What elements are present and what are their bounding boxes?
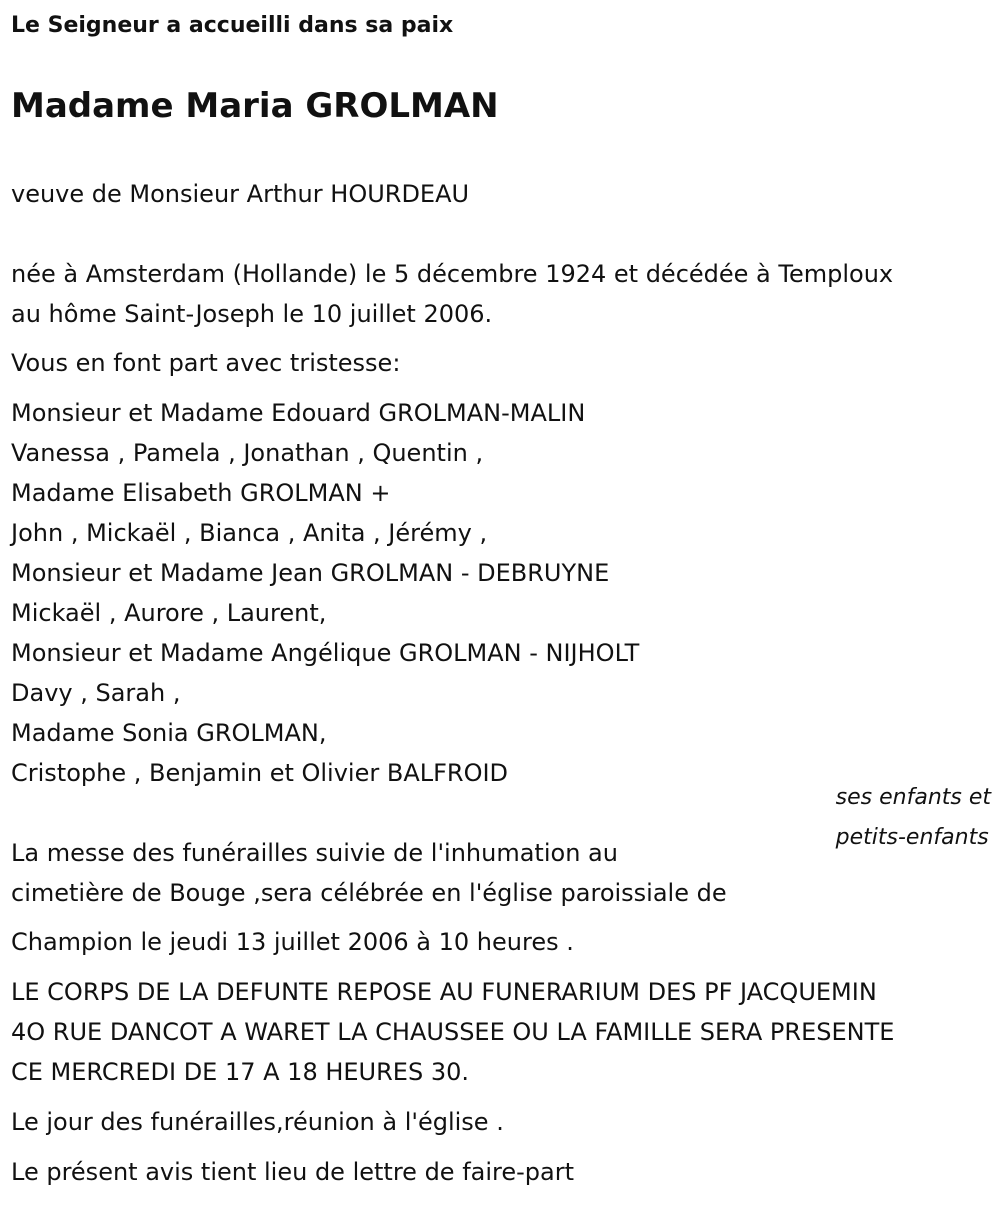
family-relation-note bbox=[836, 778, 991, 858]
intro-heading: Le Seigneur a accueilli dans sa paix bbox=[11, 13, 454, 38]
family-member-line: Monsieur et Madame Jean GROLMAN - DEBRUYNE bbox=[11, 559, 610, 587]
family-member-line: Monsieur et Madame Edouard GROLMAN-MALIN bbox=[11, 399, 586, 427]
funerarium-paragraph bbox=[11, 972, 894, 1092]
funerarium-line: CE MERCREDI DE 17 A 18 HEURES 30. bbox=[11, 1058, 469, 1086]
funerarium-line: 4O RUE DANCOT A WARET LA CHAUSSEE OU LA FAMILLE SERA PRESENTE bbox=[11, 1018, 895, 1046]
reunion-line: Le jour des funérailles,réunion à l'église . bbox=[11, 1108, 504, 1136]
birth-death-line: au hôme Saint-Joseph le 10 juillet 2006. bbox=[11, 300, 493, 328]
funerarium-line: LE CORPS DE LA DEFUNTE REPOSE AU FUNERARIUM DES PF JACQUEMIN bbox=[11, 978, 877, 1006]
mass-paragraph bbox=[11, 833, 727, 913]
family-note-line: petits-enfants bbox=[835, 825, 989, 850]
family-member-line: Madame Sonia GROLMAN, bbox=[11, 719, 327, 747]
mass-line: cimetière de Bouge ,sera célébrée en l'église paroissiale de bbox=[11, 879, 727, 907]
family-member-line: Monsieur et Madame Angélique GROLMAN - NIJHOLT bbox=[11, 639, 640, 667]
birth-death-line: née à Amsterdam (Hollande) le 5 décembre 1924 et décédée à Temploux bbox=[11, 260, 894, 288]
deceased-name: Madame Maria GROLMAN bbox=[11, 86, 499, 126]
family-member-line: Cristophe , Benjamin et Olivier BALFROID bbox=[11, 759, 509, 787]
announcement-line: Vous en font part avec tristesse: bbox=[11, 349, 401, 377]
ceremony-date-line: Champion le jeudi 13 juillet 2006 à 10 heures . bbox=[11, 928, 574, 956]
family-member-line: Madame Elisabeth GROLMAN + bbox=[11, 479, 391, 507]
mass-line: La messe des funérailles suivie de l'inhumation au bbox=[11, 839, 618, 867]
birth-death-paragraph bbox=[11, 254, 893, 334]
family-list bbox=[11, 393, 639, 793]
family-member-line: Vanessa , Pamela , Jonathan , Quentin , bbox=[11, 439, 484, 467]
family-note-line: ses enfants et bbox=[835, 785, 991, 810]
widow-line: veuve de Monsieur Arthur HOURDEAU bbox=[11, 180, 470, 208]
family-member-line: Davy , Sarah , bbox=[11, 679, 181, 707]
notice-line: Le présent avis tient lieu de lettre de faire-part bbox=[11, 1158, 575, 1186]
family-member-line: John , Mickaël , Bianca , Anita , Jérémy , bbox=[11, 519, 488, 547]
family-member-line: Mickaël , Aurore , Laurent, bbox=[11, 599, 327, 627]
